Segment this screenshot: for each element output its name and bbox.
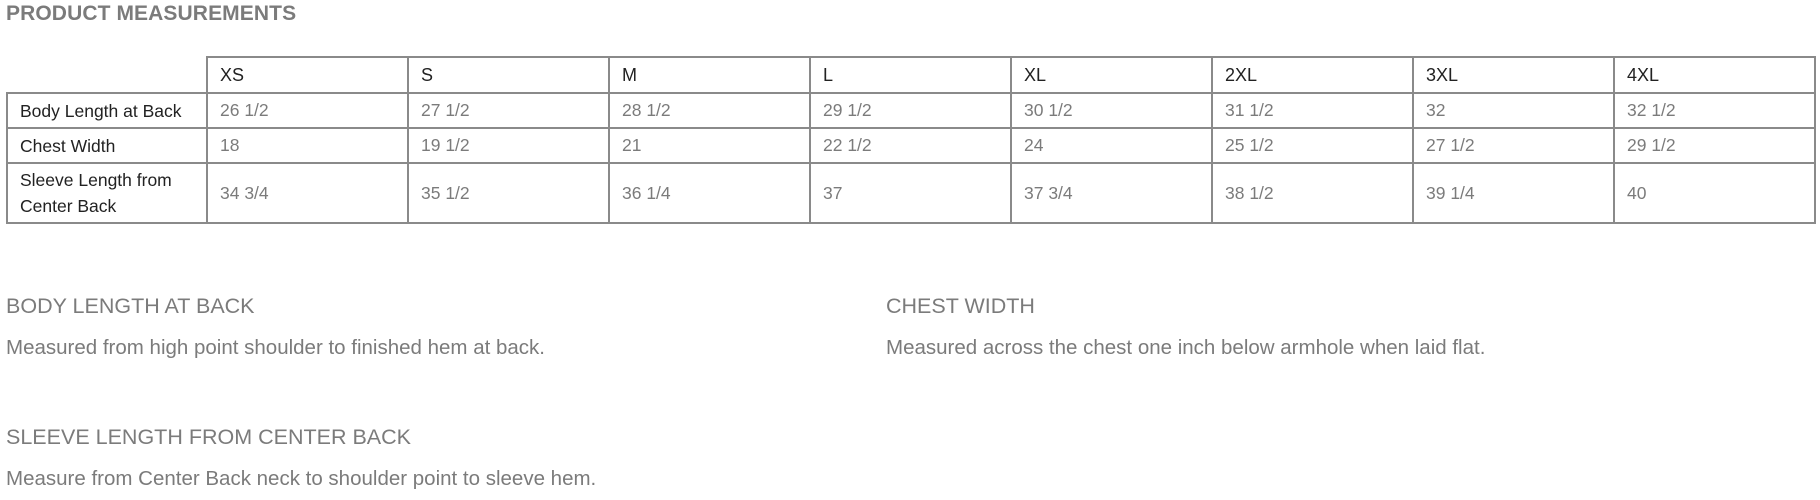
table-cell: 38 1/2	[1212, 163, 1413, 223]
table-cell: 35 1/2	[408, 163, 609, 223]
table-cell: 25 1/2	[1212, 128, 1413, 163]
sleeve-length-description: Measure from Center Back neck to shoulder point to sleeve hem.	[6, 467, 597, 490]
table-cell: 27 1/2	[408, 93, 609, 128]
table-cell: 30 1/2	[1011, 93, 1212, 128]
size-header-xl: XL	[1011, 57, 1212, 93]
table-cell: 29 1/2	[810, 93, 1011, 128]
table-cell: 31 1/2	[1212, 93, 1413, 128]
table-cell: 32	[1413, 93, 1614, 128]
size-header-2xl: 2XL	[1212, 57, 1413, 93]
body-length-section	[6, 294, 545, 360]
size-header-m: M	[609, 57, 810, 93]
size-header-l: L	[810, 57, 1011, 93]
table-cell: 37	[810, 163, 1011, 223]
table-cell: 22 1/2	[810, 128, 1011, 163]
size-header-4xl: 4XL	[1614, 57, 1815, 93]
page-title: PRODUCT MEASUREMENTS	[6, 2, 297, 25]
row-label: Chest Width	[7, 128, 207, 163]
table-cell: 18	[207, 128, 408, 163]
row-label: Sleeve Length from Center Back	[7, 163, 207, 223]
size-header-3xl: 3XL	[1413, 57, 1614, 93]
table-header-row	[7, 57, 1815, 93]
body-length-description: Measured from high point shoulder to finished hem at back.	[6, 336, 545, 359]
size-header-s: S	[408, 57, 609, 93]
table-row-chest-width	[7, 128, 1815, 163]
size-header-xs: XS	[207, 57, 408, 93]
table-cell: 32 1/2	[1614, 93, 1815, 128]
table-cell: 27 1/2	[1413, 128, 1614, 163]
table-row-sleeve-length	[7, 163, 1815, 223]
row-label: Body Length at Back	[7, 93, 207, 128]
table-cell: 21	[609, 128, 810, 163]
table-cell: 39 1/4	[1413, 163, 1614, 223]
table-cell: 26 1/2	[207, 93, 408, 128]
chest-width-heading: CHEST WIDTH	[886, 294, 1035, 318]
table-cell: 36 1/4	[609, 163, 810, 223]
body-length-heading: BODY LENGTH AT BACK	[6, 294, 255, 318]
table-cell: 24	[1011, 128, 1212, 163]
chest-width-section	[886, 294, 1485, 360]
table-cell: 34 3/4	[207, 163, 408, 223]
table-cell: 19 1/2	[408, 128, 609, 163]
sleeve-length-section	[6, 425, 596, 491]
table-cell: 40	[1614, 163, 1815, 223]
table-corner-cell	[7, 57, 207, 93]
table-cell: 29 1/2	[1614, 128, 1815, 163]
sleeve-length-heading: SLEEVE LENGTH FROM CENTER BACK	[6, 425, 411, 449]
table-cell: 37 3/4	[1011, 163, 1212, 223]
table-cell: 28 1/2	[609, 93, 810, 128]
table-row-body-length	[7, 93, 1815, 128]
chest-width-description: Measured across the chest one inch below armhole when laid flat.	[886, 336, 1486, 359]
measurements-table	[6, 56, 1816, 224]
